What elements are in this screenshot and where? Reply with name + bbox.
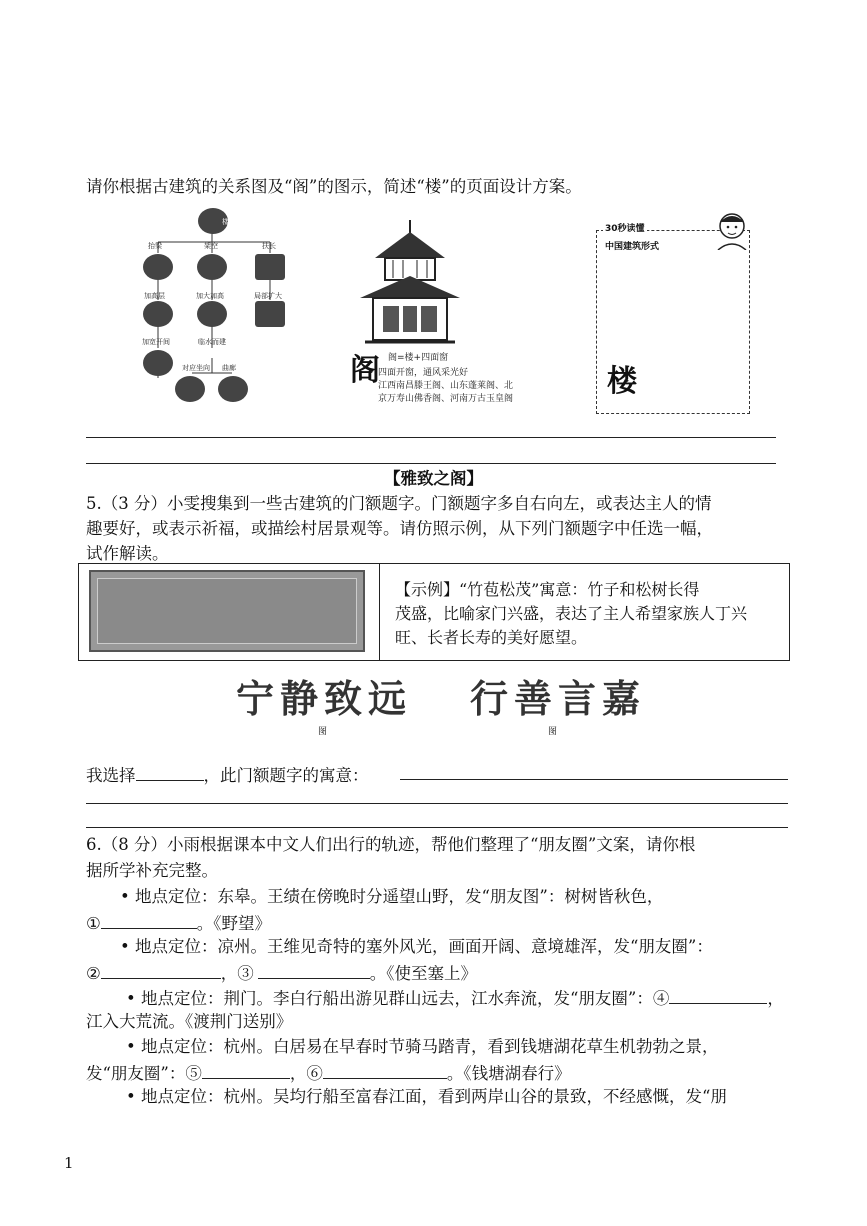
page-number: 1 — [64, 1154, 74, 1172]
tree-row2-label: 局部扩大 — [254, 292, 282, 300]
relationship-diagram — [130, 208, 290, 408]
tree-row1-label: 抬梁 — [148, 242, 162, 250]
ge-char: 阁 — [350, 353, 380, 388]
plaque-caption: 图 — [318, 727, 328, 737]
bullet-2: • 地点定位：凉州。王维见奇特的塞外风光，画面开阔、意境雄浑，发“朋友圈”： — [120, 937, 713, 956]
tree-row5-label: 对应坐向 — [182, 364, 210, 372]
q5-line: 试作解读。 — [86, 544, 169, 563]
tree-row2-label: 加高层 — [144, 292, 165, 300]
blank-number: ② — [86, 964, 101, 983]
bullet-5: • 地点定位：杭州。吴均行船至富春江面，看到两岸山谷的景致，不经感慨，发“朋 — [126, 1087, 727, 1106]
tree-node — [143, 301, 173, 327]
blank-number: ，③ — [220, 964, 254, 983]
lou-char: 楼 — [607, 364, 637, 399]
pavilion-icon — [355, 220, 465, 345]
blank-4[interactable] — [669, 985, 767, 1004]
plaque-1: 宁静致远 — [236, 676, 413, 721]
bullet-3 — [126, 985, 784, 1011]
example-table — [78, 563, 790, 661]
plaque-caption: 图 — [548, 727, 558, 737]
section-title: 【雅致之阁】 — [384, 469, 483, 488]
tree-row5-label: 曲廊 — [222, 364, 236, 372]
tree-node — [175, 376, 205, 402]
q6-line: 6.（8 分）小雨根据课本中文人们出行的轨迹，帮他们整理了“朋友圈”文案，请你根 — [86, 835, 696, 854]
ge-line: 江西南昌滕王阁、山东蓬莱阁、北 — [378, 381, 514, 391]
answer-line[interactable] — [86, 803, 788, 804]
ge-illustration — [350, 220, 550, 410]
answer-line[interactable] — [86, 437, 776, 438]
tree-root-label: 楼 — [222, 218, 229, 226]
tree-row1-label: 架空 — [204, 242, 218, 250]
answer-mid: ，此门额题字的寓意： — [203, 766, 369, 785]
answer-line[interactable] — [86, 463, 776, 464]
example-line: 旺、长者长寿的美好愿望。 — [395, 628, 588, 647]
bullet-4: • 地点定位：杭州。白居易在早春时节骑马踏青，看到钱塘湖花草生机勃勃之景， — [126, 1037, 719, 1056]
lou-design-card — [596, 224, 750, 414]
plaque-2: 行善言嘉 — [470, 676, 647, 721]
answer-line[interactable] — [400, 779, 788, 780]
choice-blank[interactable] — [136, 762, 204, 781]
example-line: 【示例】“竹苞松茂”寓意：竹子和松树长得 — [395, 580, 700, 599]
tree-row1-label: 扶长 — [262, 242, 276, 250]
card-subheader: 中国建筑形式 — [605, 242, 660, 252]
answer-prefix: 我选择 — [86, 766, 136, 785]
bullet-3-end: ， — [767, 989, 784, 1008]
poem-title: 。《钱塘湖春行》 — [446, 1064, 571, 1083]
intro-text: 请你根据古建筑的关系图及“阁”的图示，简述“楼”的页面设计方案。 — [86, 177, 582, 196]
tree-row2-label: 加大加高 — [196, 292, 224, 300]
bullet-3-text: • 地点定位：荆门。李白行船出游见群山远去，江水奔流，发“朋友圈”：④ — [126, 989, 670, 1008]
tree-node — [197, 254, 227, 280]
tree-node — [218, 376, 248, 402]
blank-number: ，⑥ — [289, 1064, 323, 1083]
tree-node — [255, 301, 285, 327]
q5-line: 趣要好，或表示祈福，或描绘村居景观等。请仿照示例，从下列门额题字中任选一幅， — [86, 519, 713, 538]
q5-line: 5.（3 分）小雯搜集到一些古建筑的门额题字。门额题字多自右向左，或表达主人的情 — [86, 494, 712, 513]
blank-2[interactable] — [101, 960, 221, 979]
card-header: 30秒读懂 — [603, 221, 647, 234]
ge-line: 京万寿山佛香阁、河南万古玉皇阁 — [378, 394, 514, 404]
q5-answer-row — [86, 762, 369, 788]
bullet-4-answer — [86, 1060, 571, 1086]
tree-node — [255, 254, 285, 280]
tree-row4-label: 加宽开间 — [142, 338, 170, 346]
example-line: 茂盛，比喻家门兴盛，表达了主人希望家族人丁兴 — [395, 604, 748, 623]
ge-line: 四面开窗，通风采光好 — [378, 368, 469, 378]
poem-title: 。《使至塞上》 — [369, 964, 478, 983]
student-avatar-icon — [714, 210, 750, 250]
answer-line[interactable] — [86, 827, 788, 828]
blank-6[interactable] — [323, 1060, 447, 1079]
tree-node — [143, 350, 173, 376]
bullet-4-prefix: 发“朋友圈”：⑤ — [86, 1064, 202, 1083]
blank-3[interactable] — [258, 960, 370, 979]
blank-5[interactable] — [202, 1060, 290, 1079]
poem-title: 。《野望》 — [196, 914, 272, 933]
example-plaque-image — [89, 570, 365, 652]
blank-number: ① — [86, 914, 101, 933]
q6-line: 据所学补充完整。 — [86, 861, 218, 880]
tree-node — [143, 254, 173, 280]
bullet-1-answer — [86, 910, 271, 936]
ge-formula: 阁=楼+四面窗 — [388, 353, 449, 363]
tree-node — [197, 301, 227, 327]
bullet-3-line2: 江入大荒流。《渡荆门送别》 — [86, 1012, 293, 1031]
tree-row4-label: 临水而建 — [198, 338, 226, 346]
bullet-2-answer — [86, 960, 477, 986]
bullet-1: • 地点定位：东皋。王绩在傍晚时分遥望山野，发“朋友图”：树树皆秋色， — [120, 887, 664, 906]
blank-1[interactable] — [101, 910, 197, 929]
